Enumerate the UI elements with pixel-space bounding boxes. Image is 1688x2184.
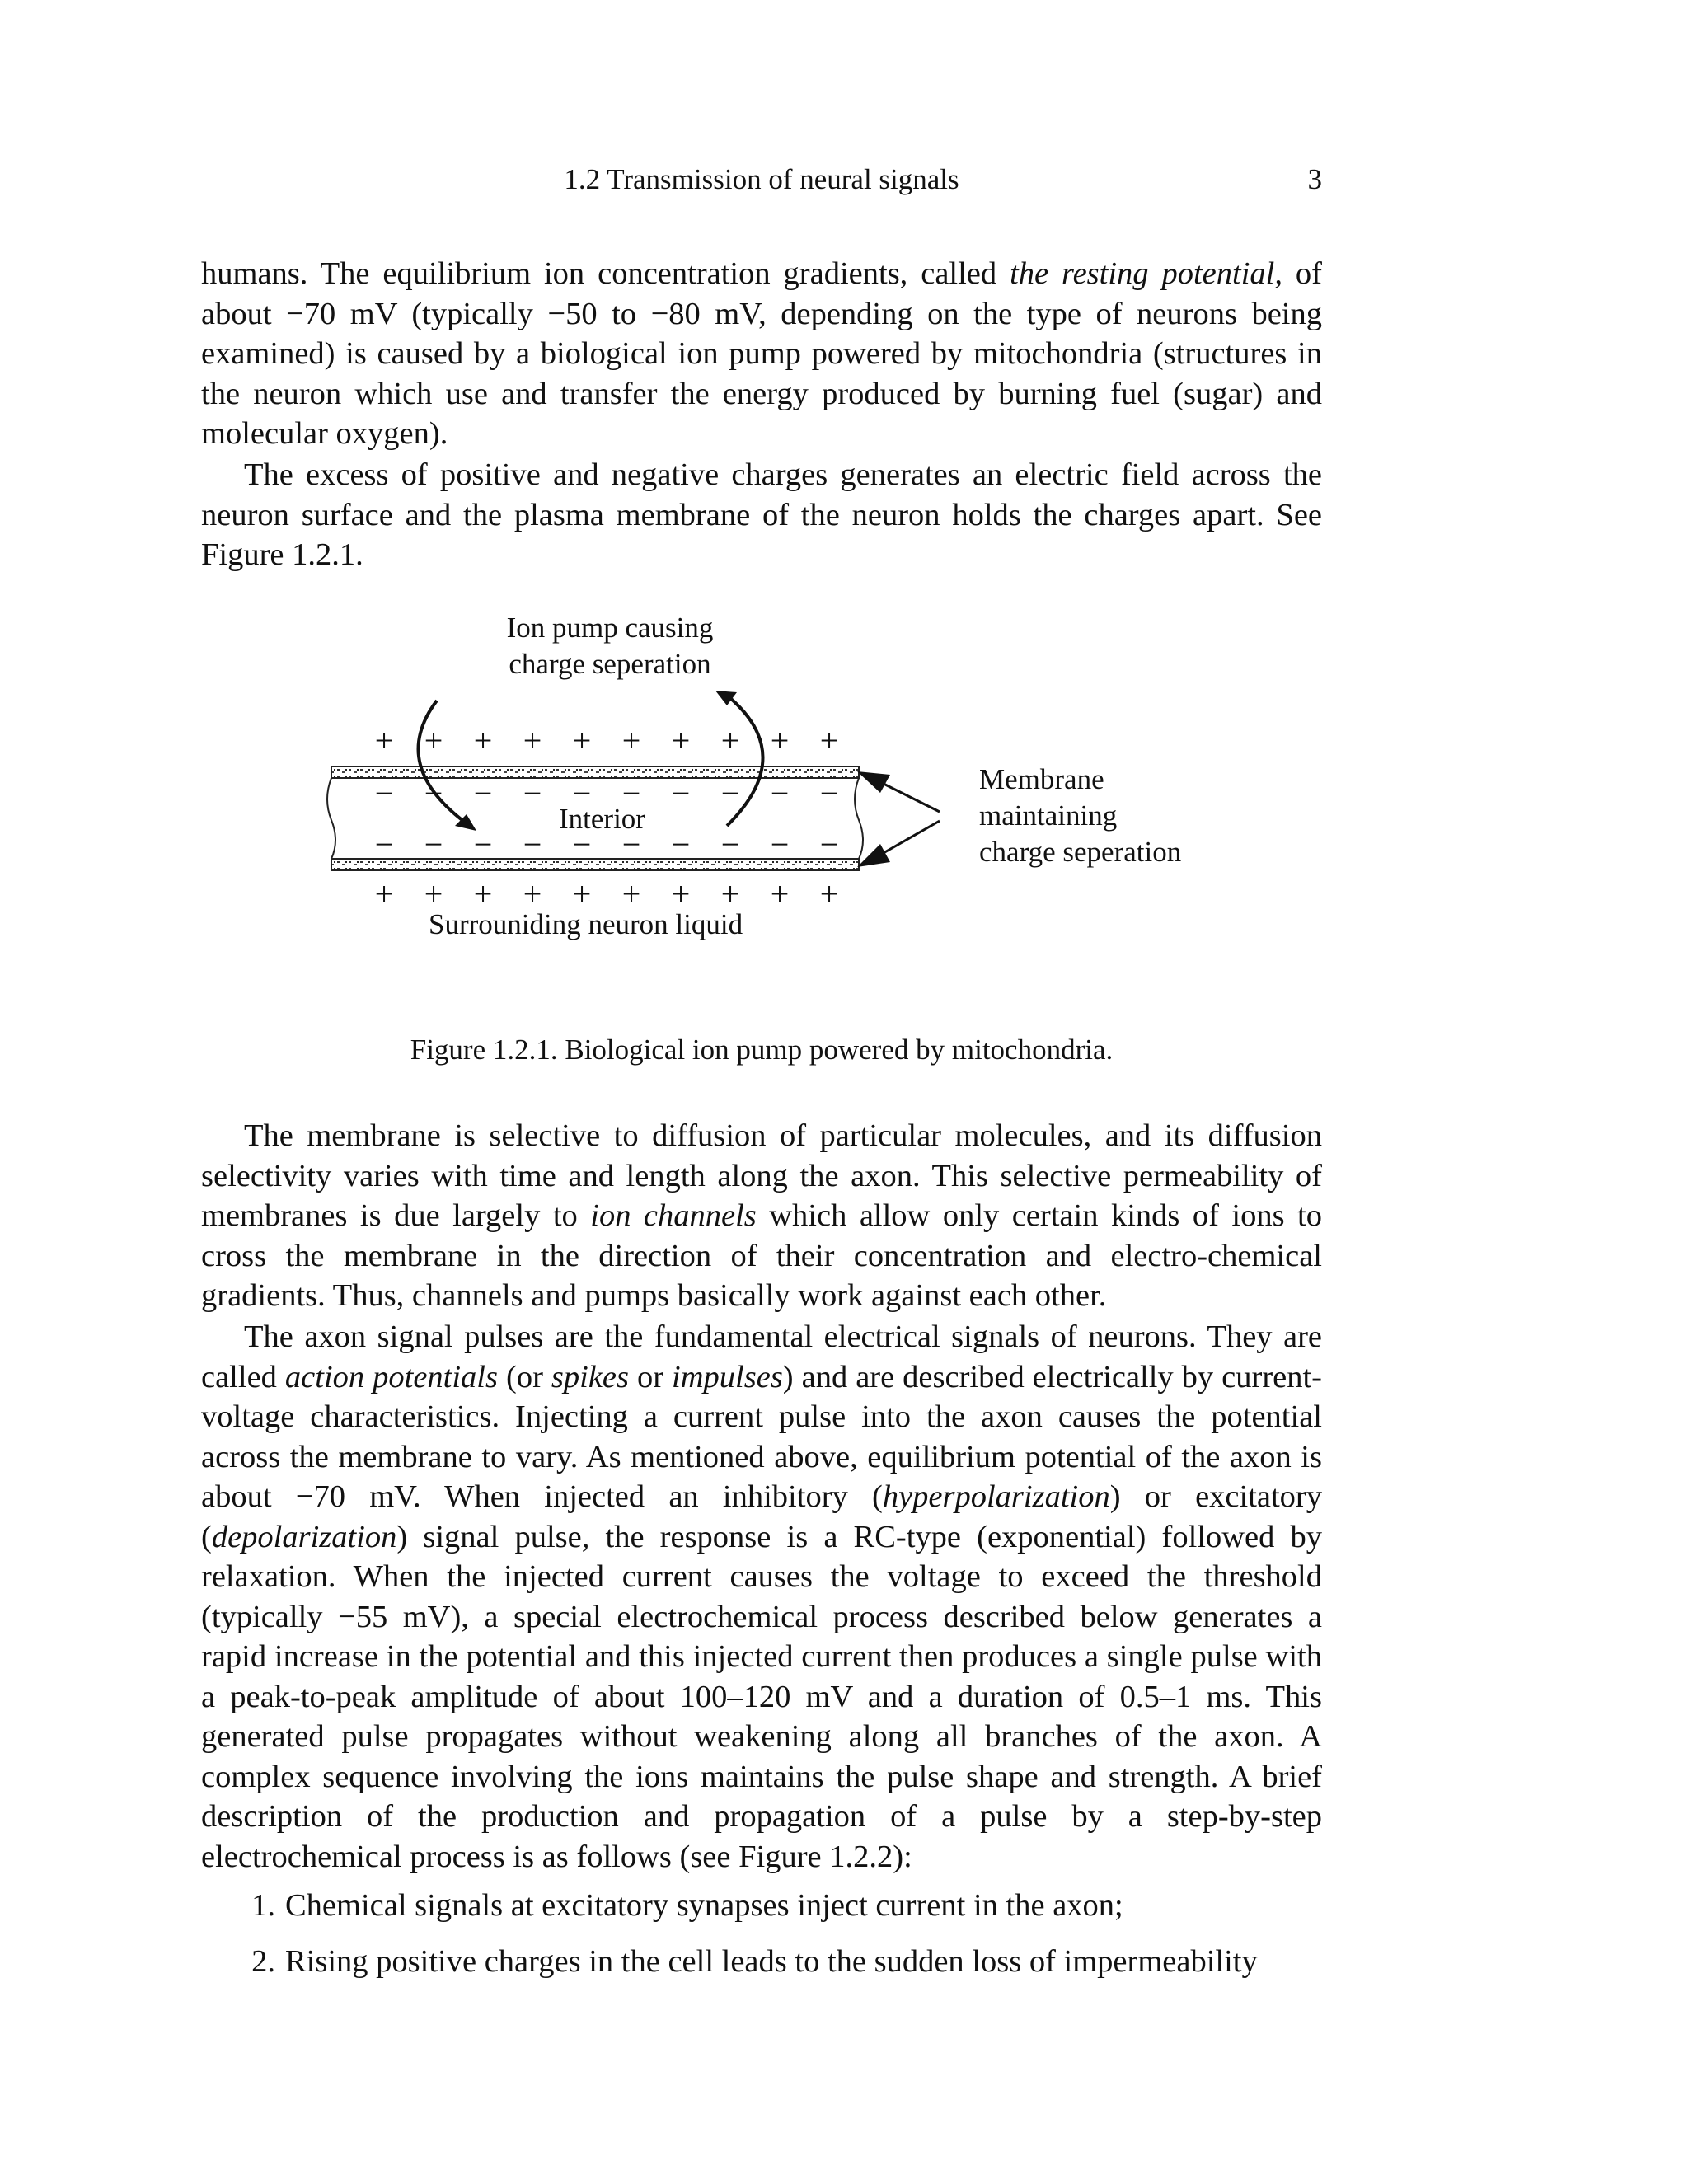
term-ion-channels: ion channels xyxy=(590,1198,757,1233)
outer-top-plus-sign: + xyxy=(720,722,740,759)
label-ion-pump: Ion pump causing charge seperation xyxy=(506,612,714,680)
outer-bottom-plus-sign: + xyxy=(424,875,443,912)
left-cut-edge xyxy=(327,778,335,859)
inner-top-minus-sign: − xyxy=(523,775,542,812)
membrane-pointer-bottom xyxy=(882,821,940,854)
inner-bottom-minus-sign: − xyxy=(621,826,641,863)
paragraph-action-potentials: The axon signal pulses are the fundamental electrical signals of neurons. They are called action potentials (or spikes or impulses) and are described electrically by current-voltage characteristics. Injecting a current pulse into the axon causes the potential across the membrane to vary. As mentioned above, equilibrium potential of the axon is about −70 mV. When injected an inhibitory (hyperpolarization) or excitatory (depolarization) signal pulse, the response is a RC-type (exponential) followed by relaxation. When the injected current causes the voltage to exceed the threshold (typically −55 mV), a special electrochemical process described below generates a rapid increase in the potential and this injected current then produces a single pulse with a peak-to-peak amplitude of about 100–120 mV and a duration of 0.5–1 ms. This generated pulse propagates without weakening along all branches of the axon. A complex sequence involving the ions maintains the pulse shape and strength. A brief description of the production and propagation of a pulse by a step-by-step electrochemical process is as follows (see Figure 1.2.2): xyxy=(201,1319,1322,1874)
outer-top-plus-sign: + xyxy=(523,722,542,759)
inner-top-minus-sign: − xyxy=(572,775,592,812)
outer-top-plus-sign: + xyxy=(473,722,493,759)
outer-top-plus-sign: + xyxy=(770,722,790,759)
inner-top-minus-sign: − xyxy=(374,775,394,812)
inner-bottom-minus-sign: − xyxy=(671,826,691,863)
inner-top-minus-sign: − xyxy=(424,775,443,812)
outer-bottom-plus-sign: + xyxy=(819,875,839,912)
inner-bottom-minus-sign: − xyxy=(572,826,592,863)
paragraph-membrane-selectivity: The membrane is selective to diffusion of particular molecules, and its diffusion selectivity varies with time and length along the axon. This selective permeability of membranes is due largely to ion channels which allow only certain kinds of ions to cross the membrane in the direction of their concentration and electro-chemical gradients. Thus, channels and pumps basically work against each other. xyxy=(201,1118,1322,1313)
inner-top-minus-sign: − xyxy=(770,775,790,812)
list-item: 2. Rising positive charges in the cell leads to the sudden loss of impermeability xyxy=(251,1944,1258,1979)
figure-ion-pump xyxy=(313,610,1220,956)
inner-top-minus-sign: − xyxy=(819,775,839,812)
inner-bottom-minus-sign: − xyxy=(770,826,790,863)
outer-bottom-plus-sign: + xyxy=(523,875,542,912)
outer-bottom-plus-sign: + xyxy=(374,875,394,912)
inner-bottom-minus-sign: − xyxy=(473,826,493,863)
term-resting-potential: the resting potential, xyxy=(1010,256,1282,291)
figure-caption: Figure 1.2.1. Biological ion pump powered by mitochondria. xyxy=(410,1033,1114,1066)
paragraph-electric-field: The excess of positive and negative charges generates an electric field across the neuron surface and the plasma membrane of the neuron holds the charges apart. See Figure 1.2.1. xyxy=(201,457,1322,572)
outer-bottom-plus-sign: + xyxy=(671,875,691,912)
outer-top-plus-sign: + xyxy=(819,722,839,759)
inner-bottom-minus-sign: − xyxy=(720,826,740,863)
outer-top-plus-sign: + xyxy=(572,722,592,759)
inner-top-minus-sign: − xyxy=(621,775,641,812)
page-header xyxy=(201,163,1322,204)
outer-bottom-plus-sign: + xyxy=(473,875,493,912)
outer-bottom-plus-sign: + xyxy=(572,875,592,912)
right-cut-edge xyxy=(855,778,863,859)
inner-bottom-minus-sign: − xyxy=(374,826,394,863)
list-item: 1. Chemical signals at excitatory synapses inject current in the axon; xyxy=(251,1888,1123,1923)
inner-bottom-minus-sign: − xyxy=(523,826,542,863)
outer-bottom-plus-sign: + xyxy=(770,875,790,912)
outer-bottom-plus-sign: + xyxy=(720,875,740,912)
inner-bottom-minus-sign: − xyxy=(819,826,839,863)
running-title: 1.2 Transmission of neural signals xyxy=(564,163,959,195)
outer-top-plus-sign: + xyxy=(671,722,691,759)
page-number: 3 xyxy=(1307,163,1322,195)
membrane-pointer-top xyxy=(882,783,940,812)
outer-bottom-plus-sign: + xyxy=(621,875,641,912)
label-membrane: Membrane maintaining charge seperation xyxy=(979,763,1182,868)
outer-top-plus-sign: + xyxy=(424,722,443,759)
outer-top-plus-sign: + xyxy=(374,722,394,759)
label-interior: Interior xyxy=(559,803,645,835)
inner-top-minus-sign: − xyxy=(671,775,691,812)
inner-top-minus-sign: − xyxy=(473,775,493,812)
inner-top-minus-sign: − xyxy=(720,775,740,812)
inner-bottom-minus-sign: − xyxy=(424,826,443,863)
outer-top-plus-sign: + xyxy=(621,722,641,759)
label-surrounding-liquid: Surrouniding neuron liquid xyxy=(429,908,743,940)
paragraph-resting-potential: humans. The equilibrium ion concentration gradients, called the resting potential, of about −70 mV (typically −50 to −80 mV, depending on the type of neurons being examined) is caused by a biological ion pump powered by mitochondria (structures in the neuron which use and transfer the energy produced by burning fuel (sugar) and molecular oxygen). xyxy=(201,256,1323,451)
